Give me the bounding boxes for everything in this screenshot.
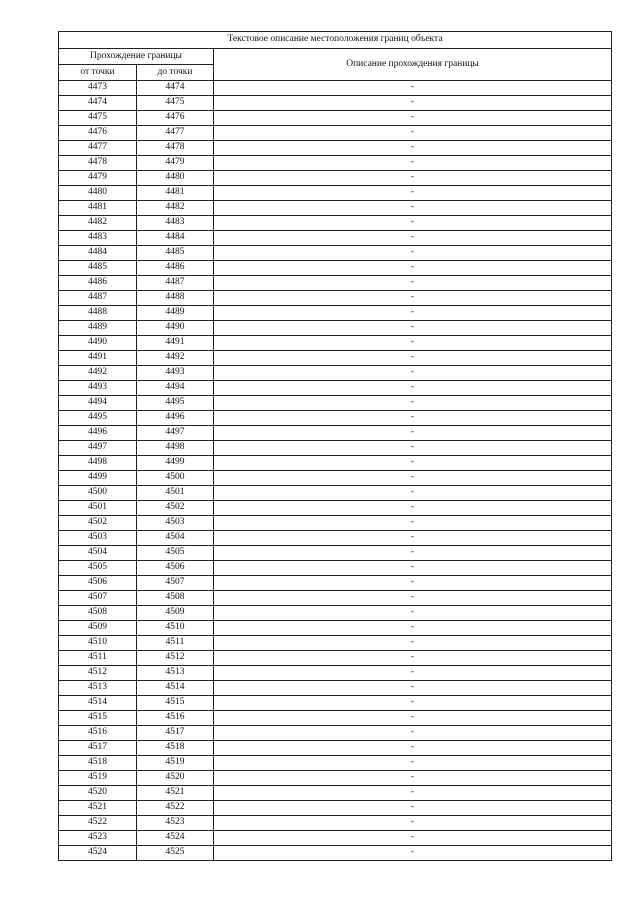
description-cell: - (214, 171, 612, 186)
to-point-cell: 4492 (137, 351, 214, 366)
description-cell: - (214, 546, 612, 561)
description-cell: - (214, 726, 612, 741)
table-row (59, 456, 612, 471)
to-point-cell: 4505 (137, 546, 214, 561)
description-cell: - (214, 231, 612, 246)
to-point-cell: 4500 (137, 471, 214, 486)
from-point-cell: 4520 (59, 786, 137, 801)
description-cell: - (214, 531, 612, 546)
to-point-cell: 4495 (137, 396, 214, 411)
table-row (59, 321, 612, 336)
to-point-cell: 4480 (137, 171, 214, 186)
to-point-cell: 4479 (137, 156, 214, 171)
to-point-cell: 4477 (137, 126, 214, 141)
table-row (59, 816, 612, 831)
description-cell: - (214, 651, 612, 666)
from-point-cell: 4489 (59, 321, 137, 336)
table-row (59, 441, 612, 456)
from-point-cell: 4523 (59, 831, 137, 846)
from-point-cell: 4522 (59, 816, 137, 831)
description-cell: - (214, 141, 612, 156)
description-cell: - (214, 246, 612, 261)
from-point-cell: 4478 (59, 156, 137, 171)
description-cell: - (214, 441, 612, 456)
to-point-cell: 4489 (137, 306, 214, 321)
to-point-cell: 4476 (137, 111, 214, 126)
description-column-header: Описание прохождения границы (214, 49, 612, 81)
to-point-cell: 4508 (137, 591, 214, 606)
description-cell: - (214, 291, 612, 306)
table-row (59, 111, 612, 126)
to-point-cell: 4519 (137, 756, 214, 771)
from-point-cell: 4516 (59, 726, 137, 741)
from-point-cell: 4496 (59, 426, 137, 441)
table-row (59, 336, 612, 351)
table-row (59, 141, 612, 156)
table-row (59, 261, 612, 276)
to-point-cell: 4482 (137, 201, 214, 216)
description-cell: - (214, 186, 612, 201)
to-point-cell: 4494 (137, 381, 214, 396)
from-point-cell: 4474 (59, 96, 137, 111)
from-point-cell: 4482 (59, 216, 137, 231)
to-point-cell: 4520 (137, 771, 214, 786)
table-row (59, 426, 612, 441)
to-point-cell: 4509 (137, 606, 214, 621)
description-cell: - (214, 111, 612, 126)
description-cell: - (214, 636, 612, 651)
from-point-cell: 4492 (59, 366, 137, 381)
from-point-cell: 4506 (59, 576, 137, 591)
description-cell: - (214, 396, 612, 411)
description-cell: - (214, 711, 612, 726)
from-point-cell: 4476 (59, 126, 137, 141)
from-point-cell: 4505 (59, 561, 137, 576)
table-row (59, 621, 612, 636)
description-cell: - (214, 696, 612, 711)
to-point-cell: 4524 (137, 831, 214, 846)
table-row (59, 561, 612, 576)
description-cell: - (214, 201, 612, 216)
table-row (59, 396, 612, 411)
table-row (59, 771, 612, 786)
description-cell: - (214, 336, 612, 351)
table-row (59, 531, 612, 546)
table-row (59, 126, 612, 141)
from-point-cell: 4495 (59, 411, 137, 426)
to-point-cell: 4521 (137, 786, 214, 801)
from-point-cell: 4485 (59, 261, 137, 276)
table-row (59, 96, 612, 111)
table-row (59, 351, 612, 366)
description-cell: - (214, 156, 612, 171)
to-point-cell: 4523 (137, 816, 214, 831)
description-cell: - (214, 516, 612, 531)
description-cell: - (214, 81, 612, 96)
from-point-cell: 4524 (59, 846, 137, 861)
table-row (59, 651, 612, 666)
to-point-cell: 4513 (137, 666, 214, 681)
from-point-cell: 4512 (59, 666, 137, 681)
boundary-description-table (58, 31, 612, 861)
to-point-cell: 4498 (137, 441, 214, 456)
description-cell: - (214, 621, 612, 636)
description-cell: - (214, 411, 612, 426)
to-point-cell: 4522 (137, 801, 214, 816)
table-row (59, 711, 612, 726)
from-point-cell: 4501 (59, 501, 137, 516)
from-point-cell: 4491 (59, 351, 137, 366)
description-cell: - (214, 261, 612, 276)
table-row (59, 516, 612, 531)
group-header: Прохождение границы (59, 49, 214, 65)
table-row (59, 591, 612, 606)
from-point-cell: 4483 (59, 231, 137, 246)
table-row (59, 171, 612, 186)
from-point-cell: 4490 (59, 336, 137, 351)
table-row (59, 726, 612, 741)
table-row (59, 246, 612, 261)
from-point-cell: 4473 (59, 81, 137, 96)
description-cell: - (214, 456, 612, 471)
from-point-column-header: от точки (59, 65, 137, 81)
table-row (59, 681, 612, 696)
to-point-cell: 4478 (137, 141, 214, 156)
description-cell: - (214, 306, 612, 321)
description-cell: - (214, 681, 612, 696)
to-point-cell: 4487 (137, 276, 214, 291)
to-point-cell: 4510 (137, 621, 214, 636)
table-row (59, 846, 612, 861)
description-cell: - (214, 561, 612, 576)
to-point-cell: 4512 (137, 651, 214, 666)
to-point-cell: 4483 (137, 216, 214, 231)
from-point-cell: 4519 (59, 771, 137, 786)
from-point-cell: 4488 (59, 306, 137, 321)
from-point-cell: 4503 (59, 531, 137, 546)
to-point-cell: 4502 (137, 501, 214, 516)
from-point-cell: 4513 (59, 681, 137, 696)
from-point-cell: 4477 (59, 141, 137, 156)
from-point-cell: 4518 (59, 756, 137, 771)
to-point-column-header: до точки (137, 65, 214, 81)
description-cell: - (214, 471, 612, 486)
description-cell: - (214, 786, 612, 801)
to-point-cell: 4499 (137, 456, 214, 471)
to-point-cell: 4475 (137, 96, 214, 111)
description-cell: - (214, 756, 612, 771)
table-row (59, 576, 612, 591)
to-point-cell: 4490 (137, 321, 214, 336)
from-point-cell: 4521 (59, 801, 137, 816)
from-point-cell: 4508 (59, 606, 137, 621)
table-row (59, 636, 612, 651)
description-cell: - (214, 126, 612, 141)
table-row (59, 546, 612, 561)
table-row (59, 696, 612, 711)
from-point-cell: 4504 (59, 546, 137, 561)
to-point-cell: 4474 (137, 81, 214, 96)
description-cell: - (214, 576, 612, 591)
from-point-cell: 4479 (59, 171, 137, 186)
table-row (59, 381, 612, 396)
description-cell: - (214, 426, 612, 441)
from-point-cell: 4481 (59, 201, 137, 216)
table-row (59, 231, 612, 246)
from-point-cell: 4494 (59, 396, 137, 411)
description-cell: - (214, 816, 612, 831)
to-point-cell: 4503 (137, 516, 214, 531)
table-body (59, 81, 612, 861)
from-point-cell: 4500 (59, 486, 137, 501)
table-row (59, 606, 612, 621)
table-row (59, 486, 612, 501)
to-point-cell: 4485 (137, 246, 214, 261)
from-point-cell: 4484 (59, 246, 137, 261)
description-cell: - (214, 771, 612, 786)
to-point-cell: 4514 (137, 681, 214, 696)
to-point-cell: 4486 (137, 261, 214, 276)
description-cell: - (214, 606, 612, 621)
description-cell: - (214, 741, 612, 756)
table-row (59, 306, 612, 321)
from-point-cell: 4515 (59, 711, 137, 726)
from-point-cell: 4509 (59, 621, 137, 636)
to-point-cell: 4491 (137, 336, 214, 351)
to-point-cell: 4488 (137, 291, 214, 306)
description-cell: - (214, 366, 612, 381)
from-point-cell: 4507 (59, 591, 137, 606)
to-point-cell: 4518 (137, 741, 214, 756)
to-point-cell: 4496 (137, 411, 214, 426)
to-point-cell: 4507 (137, 576, 214, 591)
to-point-cell: 4515 (137, 696, 214, 711)
table-row (59, 201, 612, 216)
from-point-cell: 4514 (59, 696, 137, 711)
description-cell: - (214, 351, 612, 366)
from-point-cell: 4502 (59, 516, 137, 531)
table-row (59, 741, 612, 756)
from-point-cell: 4486 (59, 276, 137, 291)
from-point-cell: 4480 (59, 186, 137, 201)
table-row (59, 291, 612, 306)
description-cell: - (214, 501, 612, 516)
from-point-cell: 4499 (59, 471, 137, 486)
from-point-cell: 4475 (59, 111, 137, 126)
from-point-cell: 4487 (59, 291, 137, 306)
description-cell: - (214, 486, 612, 501)
to-point-cell: 4517 (137, 726, 214, 741)
description-cell: - (214, 381, 612, 396)
table-row (59, 186, 612, 201)
description-cell: - (214, 96, 612, 111)
table-row (59, 216, 612, 231)
table-row (59, 411, 612, 426)
to-point-cell: 4525 (137, 846, 214, 861)
table-row (59, 831, 612, 846)
table-row (59, 156, 612, 171)
description-cell: - (214, 276, 612, 291)
table-row (59, 666, 612, 681)
table-row (59, 81, 612, 96)
to-point-cell: 4511 (137, 636, 214, 651)
to-point-cell: 4481 (137, 186, 214, 201)
table-row (59, 366, 612, 381)
from-point-cell: 4511 (59, 651, 137, 666)
from-point-cell: 4517 (59, 741, 137, 756)
to-point-cell: 4493 (137, 366, 214, 381)
description-cell: - (214, 846, 612, 861)
to-point-cell: 4504 (137, 531, 214, 546)
from-point-cell: 4498 (59, 456, 137, 471)
table-title: Текстовое описание местоположения границ объекта (59, 32, 612, 49)
to-point-cell: 4506 (137, 561, 214, 576)
table-row (59, 756, 612, 771)
description-cell: - (214, 216, 612, 231)
to-point-cell: 4516 (137, 711, 214, 726)
table-row (59, 801, 612, 816)
table-row (59, 786, 612, 801)
table-row (59, 501, 612, 516)
from-point-cell: 4510 (59, 636, 137, 651)
to-point-cell: 4501 (137, 486, 214, 501)
to-point-cell: 4497 (137, 426, 214, 441)
description-cell: - (214, 831, 612, 846)
table-row (59, 276, 612, 291)
description-cell: - (214, 321, 612, 336)
table-row (59, 471, 612, 486)
from-point-cell: 4497 (59, 441, 137, 456)
description-cell: - (214, 591, 612, 606)
from-point-cell: 4493 (59, 381, 137, 396)
description-cell: - (214, 666, 612, 681)
to-point-cell: 4484 (137, 231, 214, 246)
description-cell: - (214, 801, 612, 816)
